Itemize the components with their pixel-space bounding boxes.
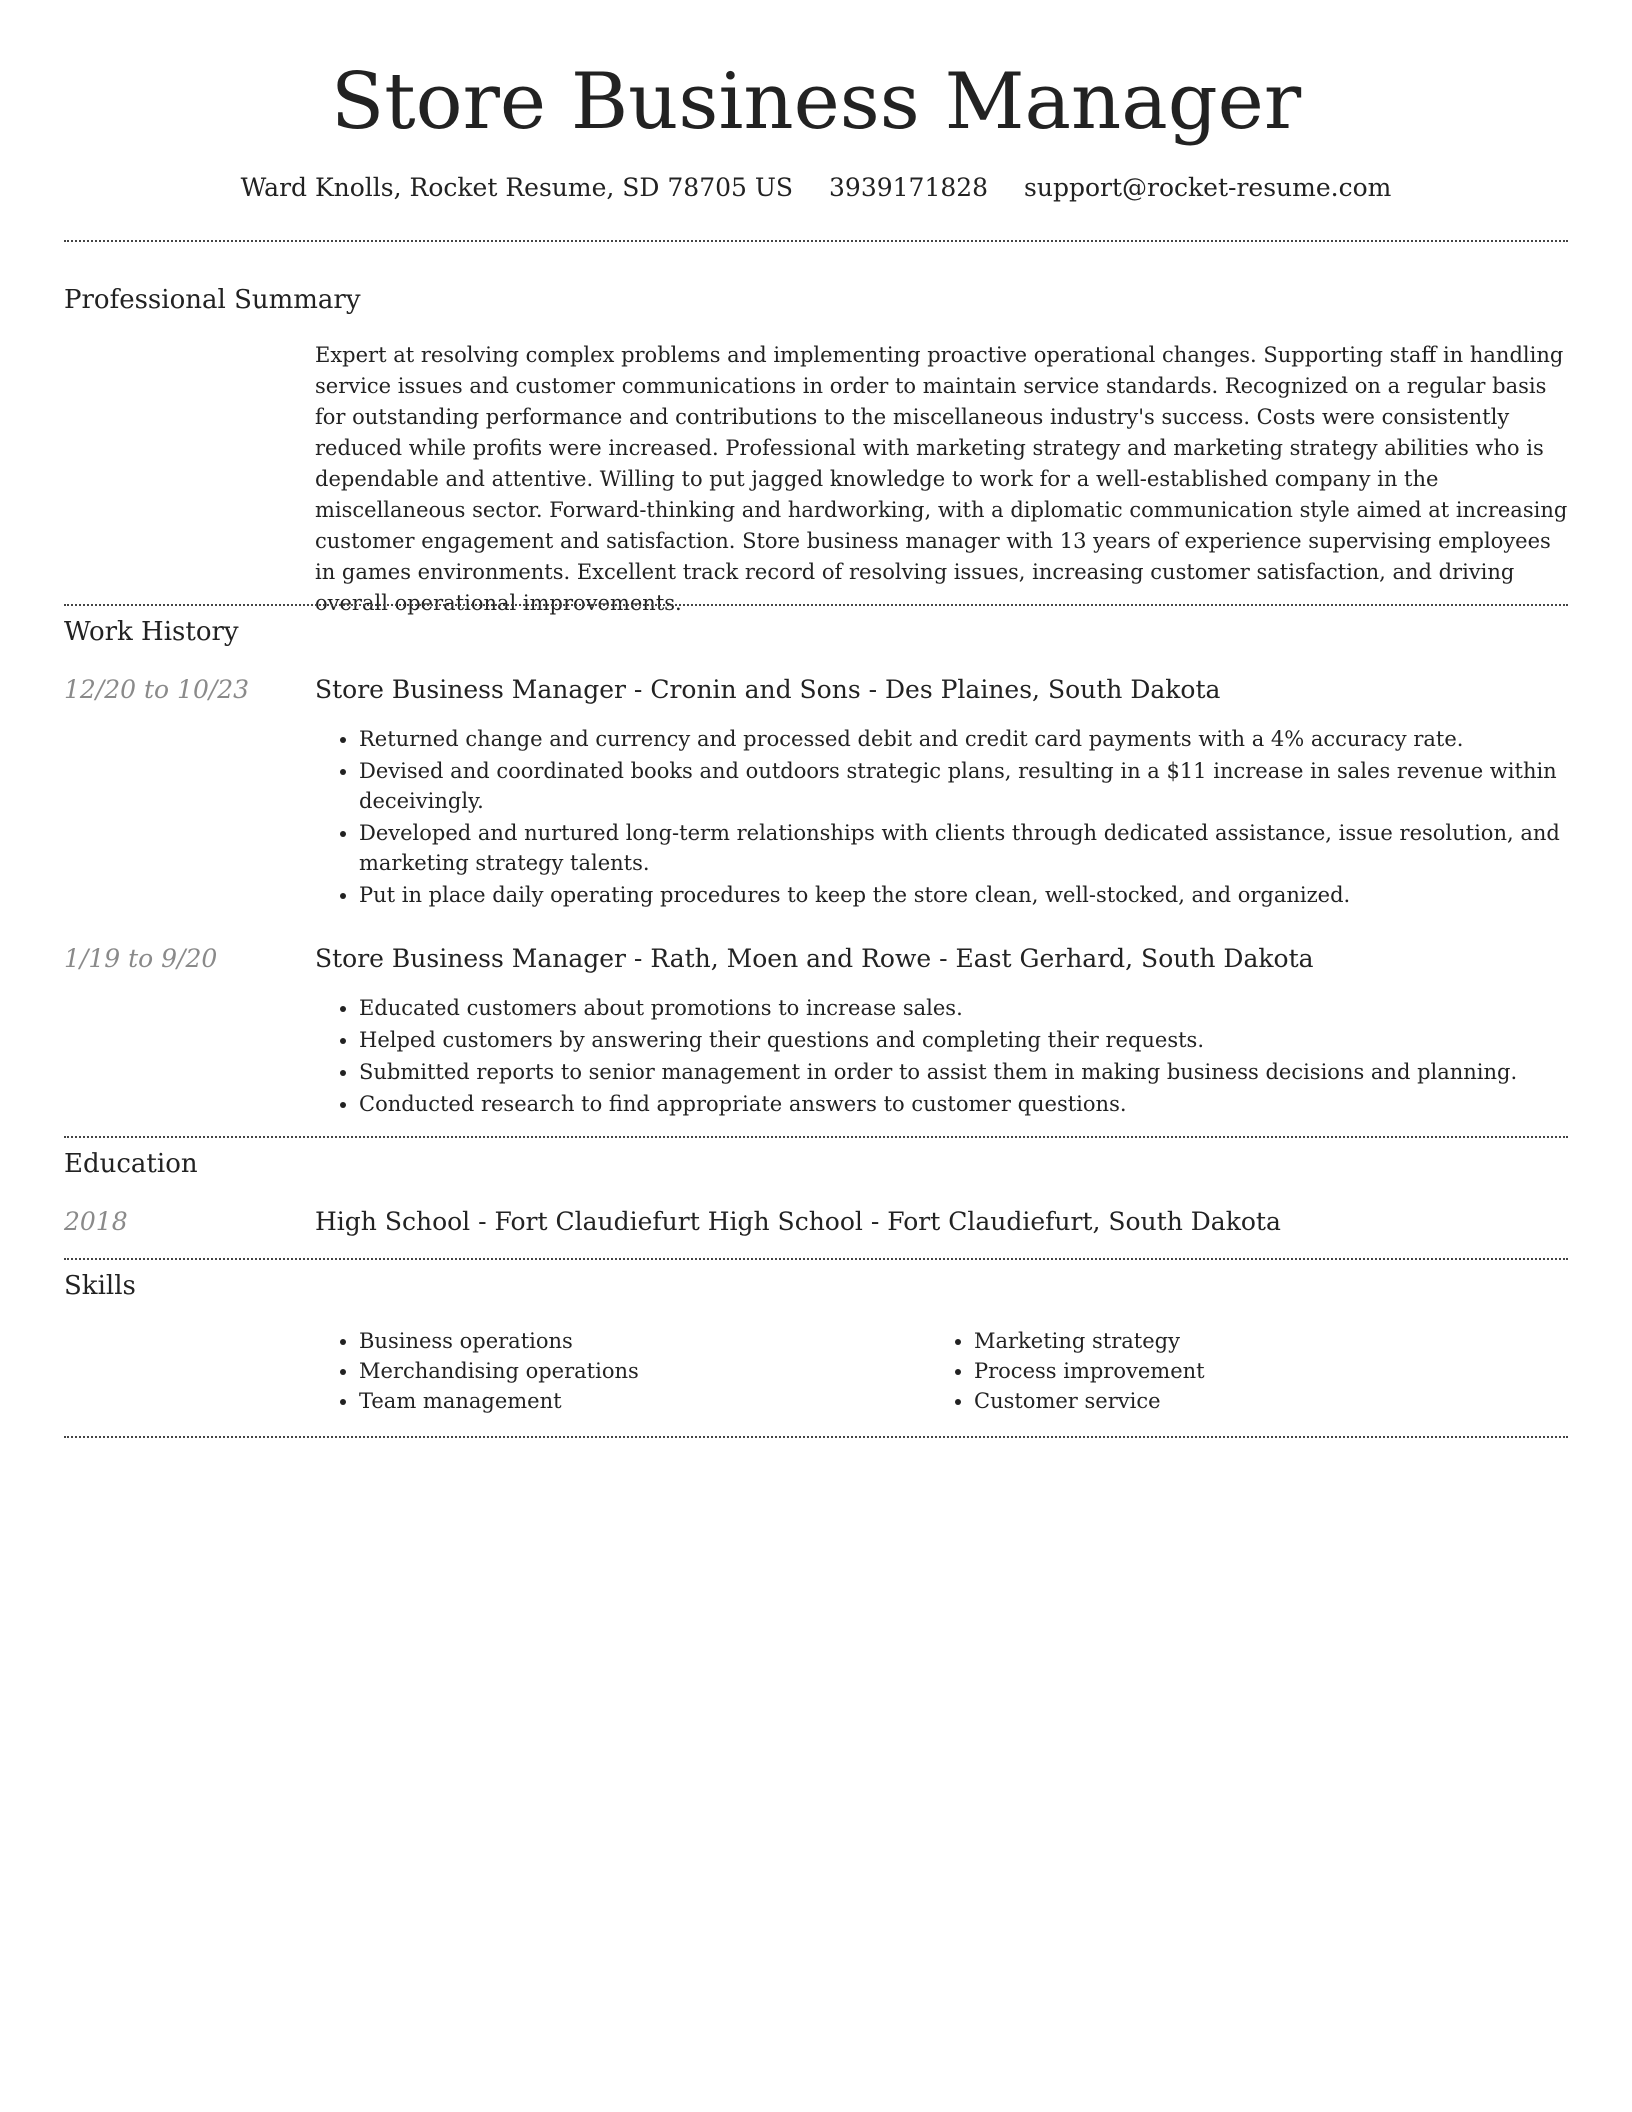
job-bullets <box>315 724 1568 912</box>
skill-item: • Process improvement <box>974 1356 1534 1386</box>
resume-title: Store Business Manager <box>330 57 1302 147</box>
education-year: 2018 <box>64 1207 128 1236</box>
section-title-summary: Professional Summary <box>64 285 361 315</box>
job-dates: 1/19 to 9/20 <box>64 944 218 973</box>
list-item: • Devised and coordinated books and outdoors strategic plans, resulting in a $11 increase in sales revenue within deceivingly. <box>359 756 1568 816</box>
skills-list-left <box>315 1326 919 1416</box>
list-item: • Submitted reports to senior management in order to assist them in making business decisions and planning. <box>359 1057 1568 1087</box>
list-item: • Put in place daily operating procedures to keep the store clean, well-stocked, and organized. <box>359 880 1568 910</box>
skill-item: • Customer service <box>974 1386 1534 1416</box>
summary-text: Expert at resolving complex problems and implementing proactive operational changes. Supporting staff in handling service issues and customer communications in order to maintain service standards. Recognized on a regular basis for outstanding performance and contributions to the miscellaneous industry's success. Costs were consistently reduced while profits were increased. Professional with marketing strategy and marketing strategy abilities who is dependable and attentive. Willing to put jagged knowledge to work for a well-established company in the miscellaneous sector. Forward-thinking and hardworking, with a diplomatic communication style aimed at increasing customer engagement and satisfaction. Store business manager with 13 years of experience supervising employees in games environments. Excellent track record of resolving issues, increasing customer satisfaction, and driving overall operational improvements. <box>315 343 1568 615</box>
list-item: • Educated customers about promotions to increase sales. <box>359 993 1568 1023</box>
list-item: • Developed and nurtured long-term relationships with clients through dedicated assistance, issue resolution, and marketing strategy talents. <box>359 818 1568 878</box>
job-dates: 12/20 to 10/23 <box>64 675 250 704</box>
skills-list-right <box>930 1326 1534 1416</box>
divider <box>64 1258 1568 1260</box>
job-bullets <box>315 993 1568 1121</box>
divider <box>64 240 1568 242</box>
divider <box>64 604 1568 606</box>
contact-phone: 3939171828 <box>829 173 989 202</box>
divider <box>64 1136 1568 1138</box>
job-title: Store Business Manager - Rath, Moen and Rowe - East Gerhard, South Dakota <box>315 944 1314 973</box>
skill-item: • Merchandising operations <box>359 1356 919 1386</box>
skill-item: • Marketing strategy <box>974 1326 1534 1356</box>
skill-item: • Team management <box>359 1386 919 1416</box>
list-item: • Helped customers by answering their questions and completing their requests. <box>359 1025 1568 1055</box>
education-title: High School - Fort Claudiefurt High School - Fort Claudiefurt, South Dakota <box>315 1207 1281 1236</box>
list-item: • Conducted research to find appropriate answers to customer questions. <box>359 1089 1568 1119</box>
section-title-work: Work History <box>64 617 239 647</box>
skill-item: • Business operations <box>359 1326 919 1356</box>
contact-address: Ward Knolls, Rocket Resume, SD 78705 US <box>240 173 794 202</box>
divider <box>64 1436 1568 1438</box>
contact-email: support@rocket-resume.com <box>1024 173 1392 202</box>
job-title: Store Business Manager - Cronin and Sons - Des Plaines, South Dakota <box>315 675 1221 704</box>
list-item: • Returned change and currency and processed debit and credit card payments with a 4% accuracy rate. <box>359 724 1568 754</box>
section-title-skills: Skills <box>64 1271 136 1301</box>
contact-line <box>64 172 1568 204</box>
section-title-education: Education <box>64 1149 198 1179</box>
